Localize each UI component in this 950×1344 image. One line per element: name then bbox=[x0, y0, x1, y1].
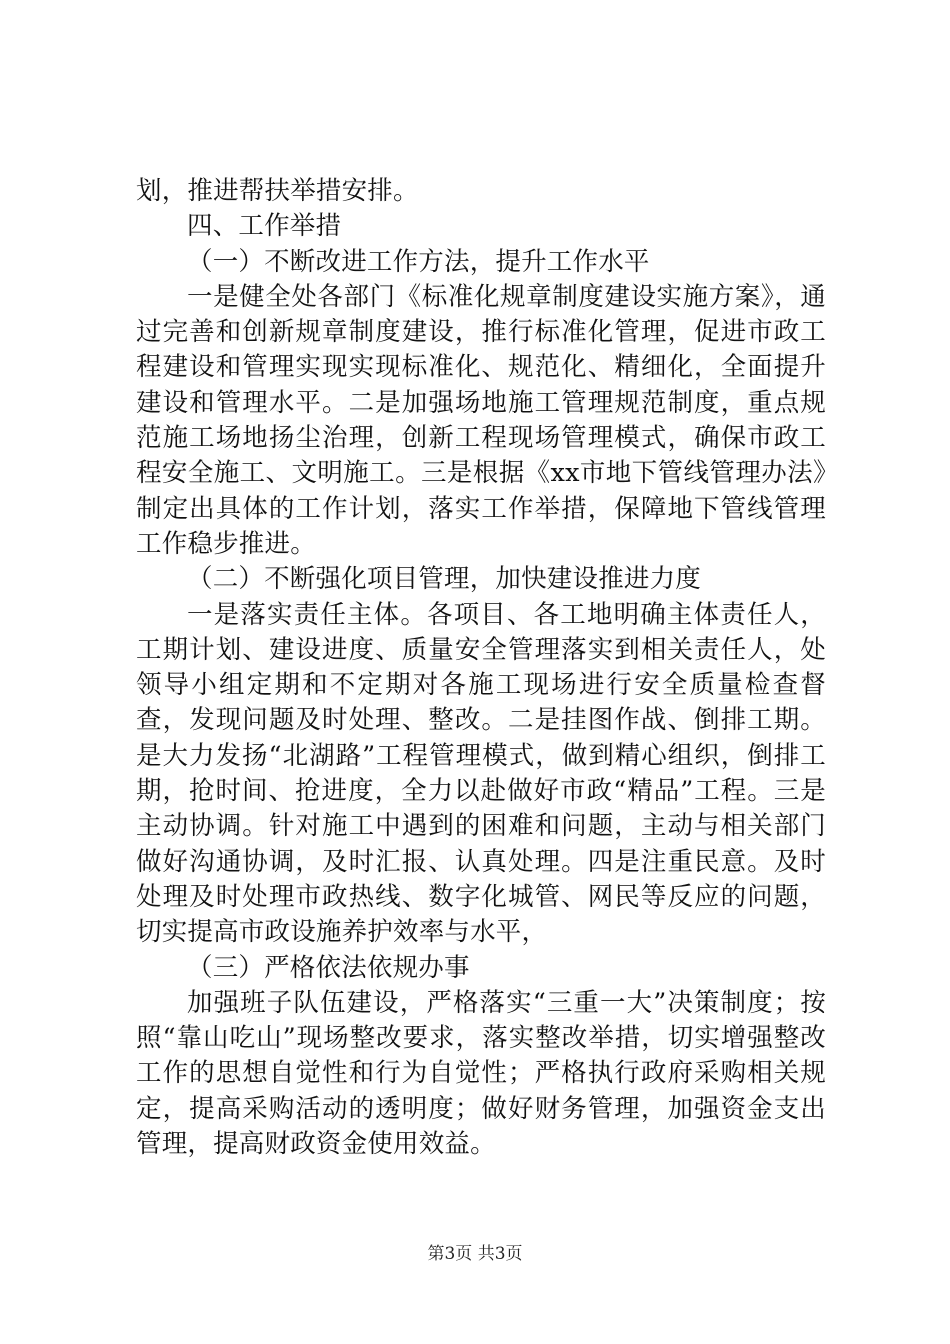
document-body bbox=[136, 174, 826, 1162]
page-footer bbox=[0, 1243, 950, 1265]
subsection-heading-1: （一）不断改进工作方法，提升工作水平 bbox=[187, 246, 650, 277]
paragraph-1: 一是健全处各部门《标准化规章制度建设实施方案》，通过完善和创新规章制度建设，推行标准化管理，促进市政工程建设和管理实现实现标准化、规范化、精细化，全面提升建设和管理水平。二是加强场地施工管理规范制度，重点规范施工场地扬尘治理，创新工程现场管理模式，确保市政工程安全施工、文明施工。三是根据《xx市地下管线管理办法》制定出具体的工作计划，落实工作举措，保障地下管线管理工作稳步推进。 bbox=[136, 281, 826, 559]
paragraph-continuation: 划，推进帮扶举措安排。 bbox=[136, 176, 419, 206]
subsection-heading-2: （二）不断强化项目管理，加快建设推进力度 bbox=[187, 564, 702, 595]
section-heading-work-measures: 四、工作举措 bbox=[187, 211, 342, 242]
page-number: 第3页 共3页 bbox=[427, 1244, 523, 1264]
subsection-heading-3: （三）严格依法依规办事 bbox=[187, 952, 470, 983]
paragraph-3: 加强班子队伍建设，严格落实“三重一大”决策制度；按照“靠山吃山”现场整改要求，落实整改举措，切实增强整改工作的思想自觉性和行为自觉性；严格执行政府采购相关规定，提高采购活动的透明度；做好财务管理，加强资金支出管理，提高财政资金使用效益。 bbox=[136, 987, 826, 1160]
paragraph-2: 一是落实责任主体。各项目、各工地明确主体责任人，工期计划、建设进度、质量安全管理落实到相关责任人，处领导小组定期和不定期对各施工现场进行安全质量检查督查，发现问题及时处理、整改。二是挂图作战、倒排工期。是大力发扬“北湖路”工程管理模式，做到精心组织，倒排工期，抢时间、抢进度，全力以赴做好市政“精品”工程。三是主动协调。针对施工中遇到的困难和问题，主动与相关部门做好沟通协调，及时汇报、认真处理。四是注重民意。及时处理及时处理市政热线、数字化城管、网民等反应的问题，切实提高市政设施养护效率与水平， bbox=[136, 599, 826, 948]
